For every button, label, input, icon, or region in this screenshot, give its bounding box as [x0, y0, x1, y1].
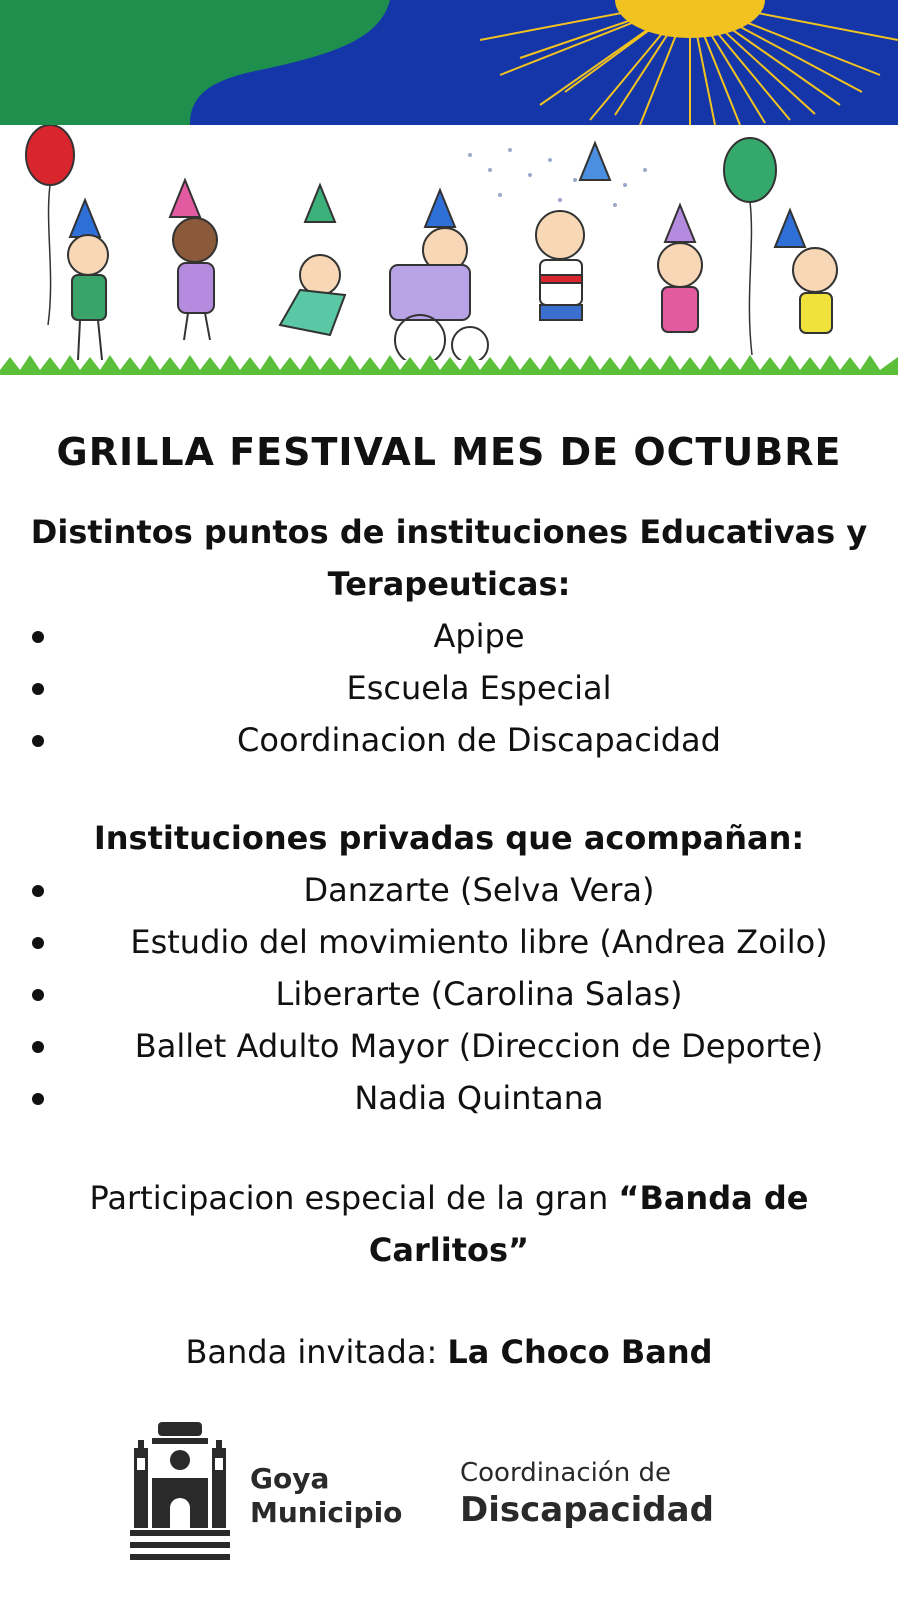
list-item: [0, 916, 898, 968]
list-item-label: Estudio del movimiento libre (Andrea Zoilo): [130, 923, 828, 961]
list-item-label: Ballet Adulto Mayor (Direccion de Deporte): [134, 1027, 824, 1065]
list-item: [0, 968, 898, 1020]
list-item-label: Escuela Especial: [346, 669, 612, 707]
list-item-label: Liberarte (Carolina Salas): [275, 975, 683, 1013]
list-item: [0, 610, 898, 662]
special-prefix: Participacion especial de la gran: [89, 1179, 619, 1217]
goya-municipio-logo: [130, 1418, 230, 1568]
goya-municipio-text: [250, 1462, 402, 1530]
list-item-label: Apipe: [433, 617, 525, 655]
bullet-icon: [32, 631, 44, 643]
list-item-label: Danzarte (Selva Vera): [303, 871, 655, 909]
bullet-icon: [32, 1041, 44, 1053]
section2-list: [0, 864, 898, 1124]
children-party-illustration: [0, 125, 898, 385]
special-participation: [40, 1172, 858, 1276]
bullet-icon: [32, 885, 44, 897]
section1-list: [0, 610, 898, 766]
list-item: [0, 714, 898, 766]
section2-heading: Instituciones privadas que acompañan:: [93, 819, 805, 857]
coordinacion-line2: Discapacidad: [460, 1490, 714, 1530]
section1-heading-line1: Distintos puntos de instituciones Educativas y: [30, 513, 868, 551]
guest-prefix: Banda invitada:: [185, 1333, 448, 1371]
goya-line2: Municipio: [250, 1496, 403, 1529]
footer-logos: [0, 1410, 898, 1590]
bullet-icon: [32, 989, 44, 1001]
list-item: [0, 1020, 898, 1072]
guest-band: [40, 1326, 858, 1378]
bullet-icon: [32, 937, 44, 949]
guest-highlight: La Choco Band: [447, 1333, 713, 1371]
special-highlight: “Banda de Carlitos”: [368, 1179, 809, 1269]
list-item-label: Nadia Quintana: [354, 1079, 604, 1117]
list-item-label: Coordinacion de Discapacidad: [237, 721, 721, 759]
page-title: GRILLA FESTIVAL MES DE OCTUBRE: [56, 430, 842, 474]
goya-line1: Goya: [250, 1462, 330, 1495]
list-item: [0, 1072, 898, 1124]
bullet-icon: [32, 735, 44, 747]
list-item: [0, 864, 898, 916]
header-banner: [0, 0, 898, 125]
section1-heading-line2: Terapeuticas:: [327, 565, 571, 603]
coordinacion-line1: Coordinación de: [460, 1458, 672, 1488]
bullet-icon: [32, 1093, 44, 1105]
bullet-icon: [32, 683, 44, 695]
list-item: [0, 662, 898, 714]
